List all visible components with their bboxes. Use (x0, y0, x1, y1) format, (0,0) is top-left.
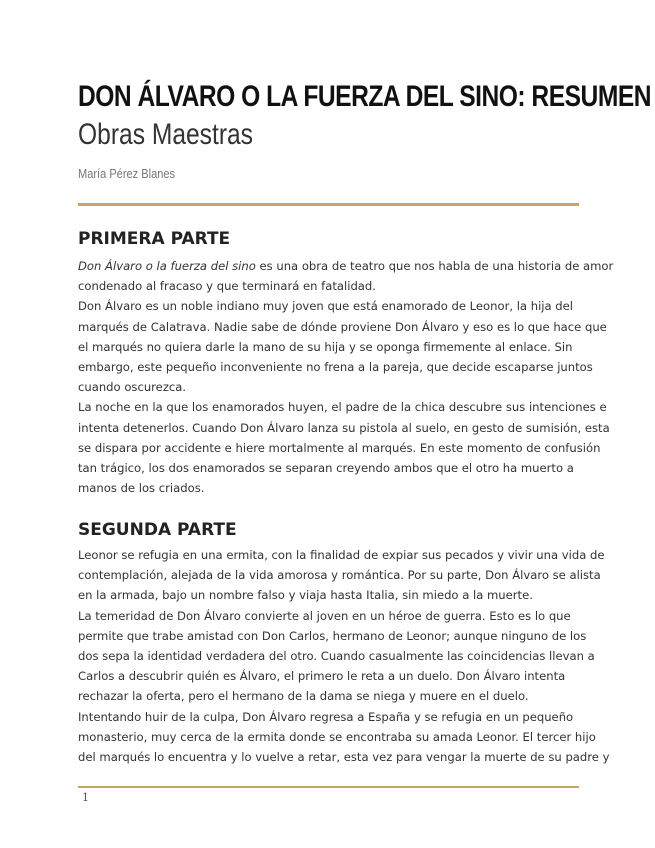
document-author: María Pérez Blanes (78, 166, 176, 181)
text-run: contemplación, alejada de la vida amorosa y romántica. Por su parte, Don Álvaro se alista (78, 568, 601, 583)
text-line (78, 317, 607, 337)
section-body-segunda-parte (78, 545, 610, 767)
text-run: embargo, este pequeño inconveniente no frena a la pareja, que decide escaparse juntos (78, 360, 593, 375)
text-line (78, 458, 579, 478)
footer-divider (78, 786, 579, 788)
text-line (78, 397, 607, 417)
text-line (78, 626, 587, 646)
text-run: se dispara por accidente e hiere mortalmente al marqués. En este momento de confusión (78, 440, 601, 455)
text-line (78, 478, 579, 498)
text-line (78, 377, 579, 397)
text-line (78, 747, 610, 767)
text-line (78, 438, 601, 458)
text-line (78, 727, 596, 747)
text-run: La temeridad de Don Álvaro convierte al joven en un héroe de guerra. Esto es lo que (78, 608, 571, 623)
text-run: condenado al fracaso y que terminará en fatalidad. (78, 279, 376, 294)
section-heading-primera-parte: PRIMERA PARTE (78, 229, 231, 249)
text-run: Leonor se refugia en una ermita, con la finalidad de expiar sus pecados y vivir una vida de (78, 548, 605, 562)
text-run: rechazar la oferta, pero el hermano de la dama se niega y muere en el duelo. (78, 689, 529, 704)
text-run: intenta detenerlos. Cuando Don Álvaro lanza su pistola al suelo, en gesto de sumisión, esta (78, 420, 610, 435)
text-line (78, 585, 579, 605)
text-line (78, 686, 579, 706)
text-run: monasterio, muy cerca de la ermita donde se encontraba su amada Leonor. El tercer hijo (78, 729, 596, 744)
text-line (78, 606, 579, 626)
text-run: Intentando huir de la culpa, Don Álvaro regresa a España y se refugia en un pequeño (78, 709, 574, 724)
text-line (78, 256, 614, 276)
text-line (78, 337, 579, 357)
text-line (78, 565, 601, 585)
work-title-italic: Don Álvaro o la fuerza del sino (78, 259, 256, 273)
text-run: Carlos a descubrir quién es Álvaro, el primero le reta a un duelo. Don Álvaro intenta (78, 669, 566, 684)
text-run: manos de los criados. (78, 481, 205, 496)
document-title: DON ÁLVARO O LA FUERZA DEL SINO: RESUMEN (78, 80, 652, 113)
text-line (78, 707, 579, 727)
text-run: Don Álvaro es un noble indiano muy joven que está enamorado de Leonor, la hija del (78, 299, 574, 314)
text-line (78, 646, 595, 666)
text-run: permite que trabe amistad con Don Carlos, hermano de Leonor; aunque ninguno de los (78, 628, 587, 643)
text-run: tan trágico, los dos enamorados se separan creyendo ambos que el otro ha muerto a (78, 461, 574, 476)
text-line (78, 296, 579, 316)
text-run: el marqués no quiera darle la mano de su hija y se oponga firmemente al enlace. Sin (78, 339, 573, 354)
section-heading-segunda-parte: SEGUNDA PARTE (78, 520, 237, 540)
text-line (78, 418, 610, 438)
page-number: 1 (82, 791, 89, 804)
section-body-primera-parte (78, 256, 614, 498)
text-line (78, 666, 579, 686)
text-line (78, 276, 579, 296)
text-run: dos sepa la identidad verdadera del otro. Cuando casualmente las coincidencias llevan a (78, 649, 595, 664)
text-run: marqués de Calatrava. Nadie sabe de dónde proviene Don Álvaro y eso es lo que hace que (78, 319, 607, 334)
header-divider (78, 203, 579, 206)
text-run: es una obra de teatro que nos habla de una historia de amor (255, 259, 614, 273)
text-run: cuando oscurezca. (78, 380, 187, 395)
document-subtitle: Obras Maestras (78, 118, 253, 151)
text-run: del marqués lo encuentra y lo vuelve a retar, esta vez para vengar la muerte de su padre y (78, 750, 610, 765)
text-run: en la armada, bajo un nombre falso y viaja hasta Italia, sin miedo a la muerte. (78, 588, 533, 603)
text-line (78, 545, 605, 565)
text-line (78, 357, 593, 377)
text-run: La noche en la que los enamorados huyen, el padre de la chica descubre sus intenciones e (78, 400, 607, 415)
